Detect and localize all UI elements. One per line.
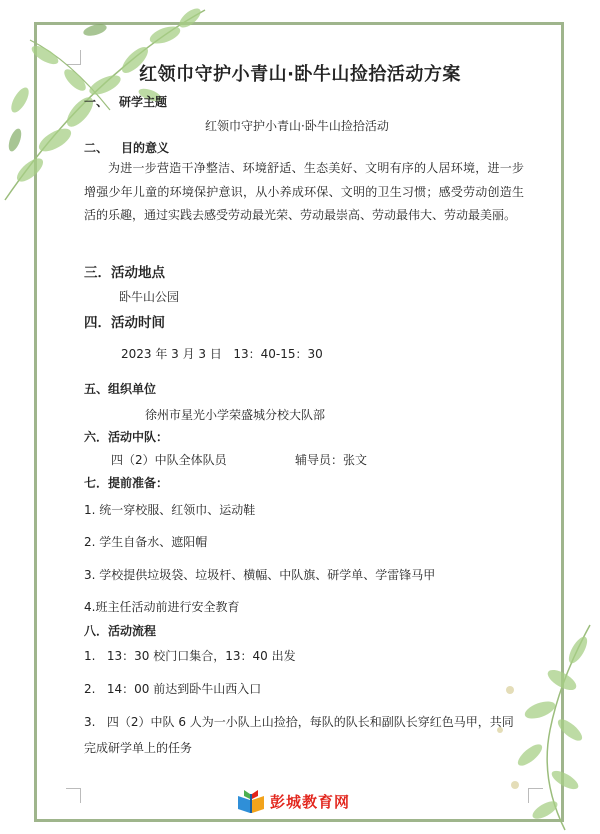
page-title: 红领巾守护小青山·卧牛山捡拾活动方案 <box>139 64 461 85</box>
site-logo <box>236 788 350 814</box>
process-item: 2. 14：00 前达到卧牛山西入口 <box>84 682 262 696</box>
section-4-content: 2023 年 3 月 3 日 13：40-15：30 <box>121 347 323 361</box>
section-1-heading: 研学主题 <box>119 95 168 109</box>
section-6-content: 四（2）中队全体队员 <box>111 453 227 467</box>
section-3-content: 卧牛山公园 <box>119 290 180 304</box>
section-1-number: 一、 <box>84 95 109 109</box>
section-2-number: 二、 <box>84 141 109 155</box>
book-icon <box>236 788 266 814</box>
corner-mark <box>66 788 81 803</box>
section-3-heading: 三．活动地点 <box>84 265 165 281</box>
section-1-content: 红领巾守护小青山·卧牛山捡拾活动 <box>205 119 389 133</box>
prep-item: 2. 学生自备水、遮阳帽 <box>84 535 208 549</box>
logo-text: 彭城教育网 <box>270 792 351 811</box>
section-5-content: 徐州市星光小学荣盛城分校大队部 <box>145 408 326 422</box>
prep-item: 1. 统一穿校服、红领巾、运动鞋 <box>84 503 256 517</box>
section-7-heading: 七．提前准备： <box>84 476 169 490</box>
section-6-tutor: 辅导员：张文 <box>295 453 368 467</box>
section-4-heading: 四．活动时间 <box>84 315 165 331</box>
process-item: 1. 13：30 校门口集合，13：40 出发 <box>84 649 296 663</box>
prep-item: 4.班主任活动前进行安全教育 <box>84 600 240 614</box>
section-2-paragraph: 为进一步营造干净整洁、环境舒适、生态美好、文明有序的人居环境，进一步增强少年儿童的环境保护意识，从小养成环保、文明的卫生习惯；感受劳动创造生活的乐趣，通过实践去感受劳动最光荣、劳动最崇高、劳动最伟大、劳动最美丽。 <box>84 161 524 222</box>
prep-item: 3. 学校提供垃圾袋、垃圾杆、横幅、中队旗、研学单、学雷锋马甲 <box>84 568 436 582</box>
section-8-heading: 八．活动流程 <box>84 624 157 638</box>
section-2-heading: 目的意义 <box>121 141 170 155</box>
process-item: 3. 四（2）中队 6 人为一小队上山捡拾，每队的队长和副队长穿红色马甲，共同完成研学单上的任务 <box>84 715 514 755</box>
section-5-heading: 五、组织单位 <box>84 382 157 396</box>
section-6-heading: 六．活动中队： <box>84 430 169 444</box>
